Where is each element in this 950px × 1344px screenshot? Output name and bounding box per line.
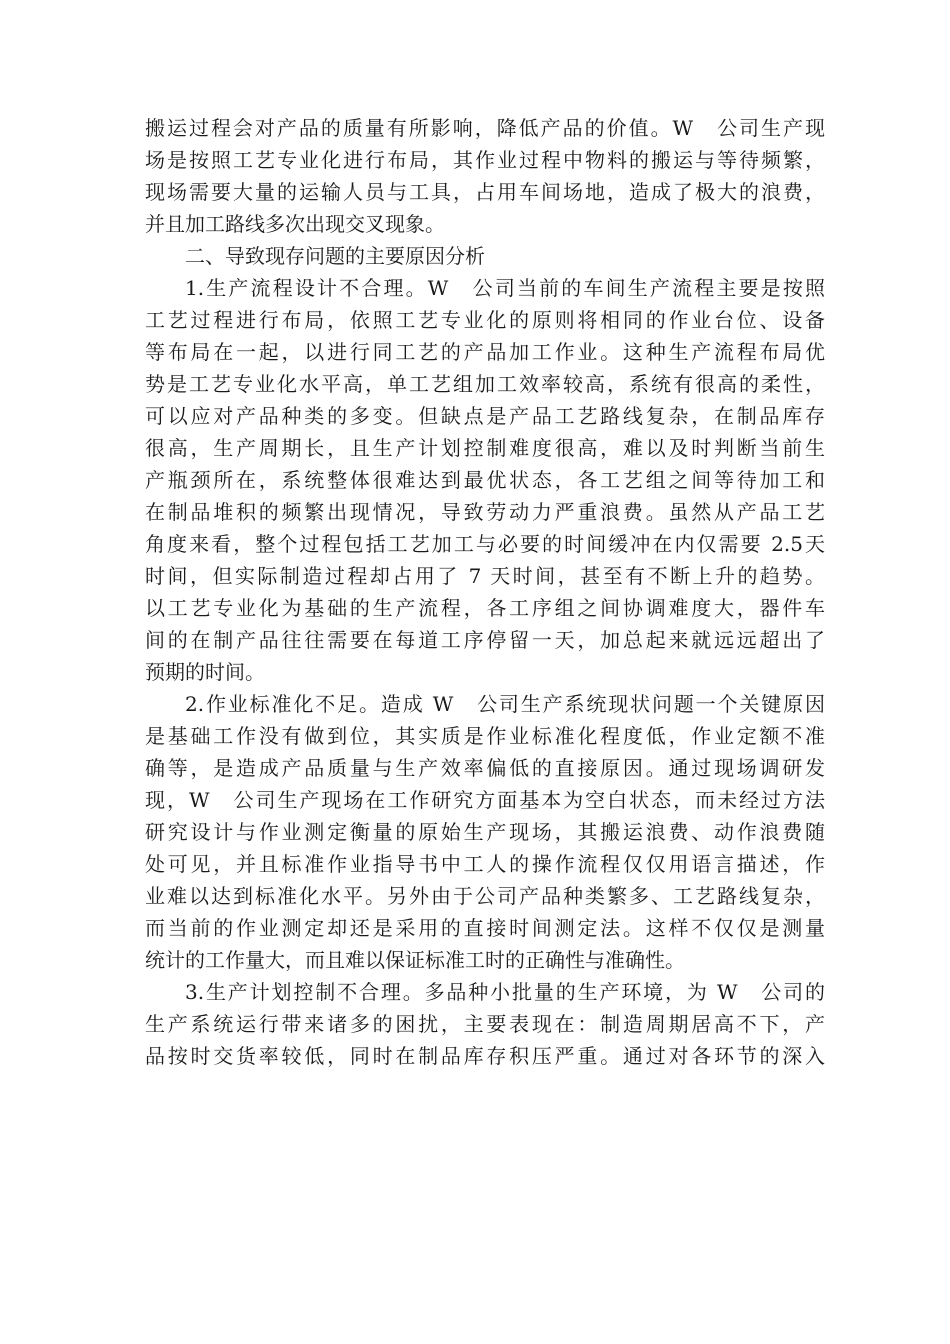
text-line: 搬运过程会对产品的质量有所影响，降低产品的价值。W 公司生产现 (145, 116, 825, 140)
text-line: 2.作业标准化不足。造成 W 公司生产系统现状问题一个关键原因 (185, 692, 825, 716)
text-line: 场是按照工艺专业化进行布局，其作业过程中物料的搬运与等待频繁， (145, 148, 825, 172)
text-line: 现场需要大量的运输人员与工具，占用车间场地，造成了极大的浪费， (145, 180, 825, 204)
text-line: 研究设计与作业测定衡量的原始生产现场，其搬运浪费、动作浪费随 (145, 820, 825, 844)
text-line: 现，W 公司生产现场在工作研究方面基本为空白状态，而未经过方法 (145, 788, 825, 812)
text-line: 生产系统运行带来诸多的困扰，主要表现在：制造周期居高不下，产 (145, 1012, 825, 1036)
section-heading: 二、导致现存问题的主要原因分析 (185, 244, 485, 268)
text-line: 3.生产计划控制不合理。多品种小批量的生产环境，为 W 公司的 (185, 980, 825, 1004)
text-line: 处可见，并且标准作业指导书中工人的操作流程仅仅用语言描述，作 (145, 852, 825, 876)
text-line: 可以应对产品种类的多变。但缺点是产品工艺路线复杂，在制品库存 (145, 404, 825, 428)
text-line: 工艺过程进行布局，依照工艺专业化的原则将相同的作业台位、设备 (145, 308, 825, 332)
text-line: 统计的工作量大，而且难以保证标准工时的正确性与准确性。 (145, 948, 685, 972)
text-line: 等布局在一起，以进行同工艺的产品加工作业。这种生产流程布局优 (145, 340, 825, 364)
text-line: 是基础工作没有做到位，其实质是作业标准化程度低，作业定额不准 (145, 724, 825, 748)
text-line: 1.生产流程设计不合理。W 公司当前的车间生产流程主要是按照 (185, 276, 825, 300)
text-line: 产瓶颈所在，系统整体很难达到最优状态，各工艺组之间等待加工和 (145, 468, 825, 492)
text-line: 角度来看，整个过程包括工艺加工与必要的时间缓冲在内仅需要 2.5天 (145, 532, 825, 556)
text-line: 并且加工路线多次出现交叉现象。 (145, 212, 445, 236)
text-line: 以工艺专业化为基础的生产流程，各工序组之间协调难度大，器件车 (145, 596, 825, 620)
text-line: 而当前的作业测定却还是采用的直接时间测定法。这样不仅仅是测量 (145, 916, 825, 940)
text-line: 品按时交货率较低，同时在制品库存积压严重。通过对各环节的深入 (145, 1044, 825, 1068)
text-line: 预期的时间。 (145, 660, 265, 684)
text-line: 在制品堆积的频繁出现情况，导致劳动力严重浪费。虽然从产品工艺 (145, 500, 825, 524)
text-line: 业难以达到标准化水平。另外由于公司产品种类繁多、工艺路线复杂， (145, 884, 825, 908)
document-body (145, 112, 825, 1072)
text-line: 间的在制产品往往需要在每道工序停留一天，加总起来就远远超出了 (145, 628, 825, 652)
text-line: 确等，是造成产品质量与生产效率偏低的直接原因。通过现场调研发 (145, 756, 825, 780)
text-line: 势是工艺专业化水平高，单工艺组加工效率较高，系统有很高的柔性， (145, 372, 825, 396)
text-line: 很高，生产周期长，且生产计划控制难度很高，难以及时判断当前生 (145, 436, 825, 460)
text-line: 时间，但实际制造过程却占用了 7 天时间，甚至有不断上升的趋势。 (145, 564, 825, 588)
